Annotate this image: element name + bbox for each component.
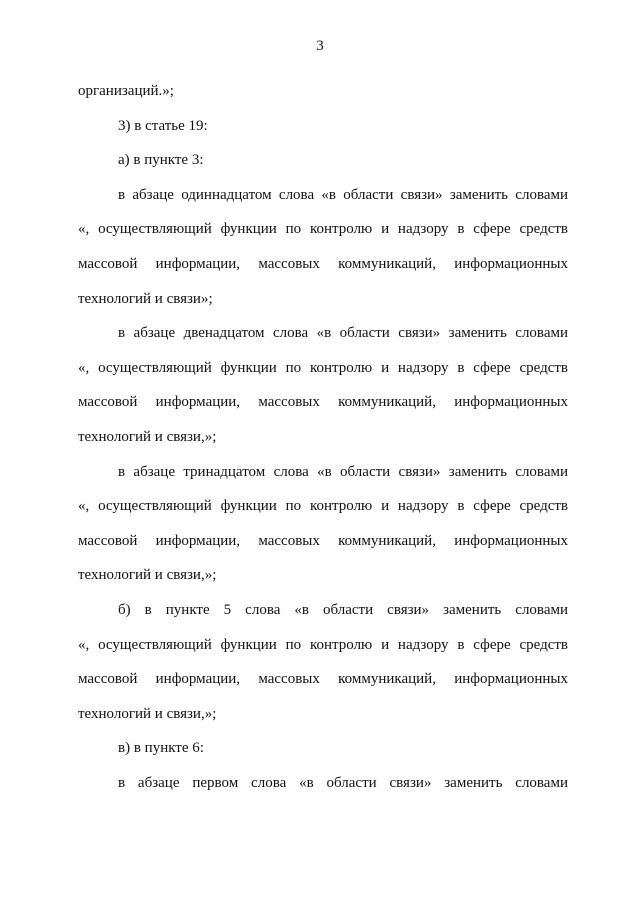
text-line: «, осуществляющий функции по контролю и надзору в сфере средств xyxy=(78,359,568,376)
text-line: б) в пункте 5 слова «в области связи» заменить словами xyxy=(118,601,568,618)
text-line: 3) в статье 19: xyxy=(118,117,208,134)
document-body xyxy=(78,74,568,800)
text-line: организаций.»; xyxy=(78,83,174,99)
text-line: технологий и связи,»; xyxy=(78,567,217,584)
text-line: в) в пункте 6: xyxy=(118,740,204,757)
text-line: а) в пункте 3: xyxy=(118,152,204,169)
text-line: массовой информации, массовых коммуникаций, информационных xyxy=(78,394,568,411)
text-line: массовой информации, массовых коммуникаций, информационных xyxy=(78,532,568,549)
text-line: технологий и связи»; xyxy=(78,290,213,307)
text-line: в абзаце одиннадцатом слова «в области связи» заменить словами xyxy=(118,186,568,203)
text-line: технологий и связи,»; xyxy=(78,705,217,722)
text-line: в абзаце первом слова «в области связи» заменить словами xyxy=(118,774,568,791)
text-line: в абзаце двенадцатом слова «в области связи» заменить словами xyxy=(118,325,568,342)
text-line: массовой информации, массовых коммуникаций, информационных xyxy=(78,255,568,272)
text-line: технологий и связи,»; xyxy=(78,428,217,445)
text-line: массовой информации, массовых коммуникаций, информационных xyxy=(78,671,568,688)
text-line: «, осуществляющий функции по контролю и надзору в сфере средств xyxy=(78,221,568,238)
text-line: «, осуществляющий функции по контролю и надзору в сфере средств xyxy=(78,636,568,653)
text-line: «, осуществляющий функции по контролю и надзору в сфере средств xyxy=(78,498,568,515)
text-line: в абзаце тринадцатом слова «в области связи» заменить словами xyxy=(118,463,568,480)
page-number: 3 xyxy=(316,38,324,54)
